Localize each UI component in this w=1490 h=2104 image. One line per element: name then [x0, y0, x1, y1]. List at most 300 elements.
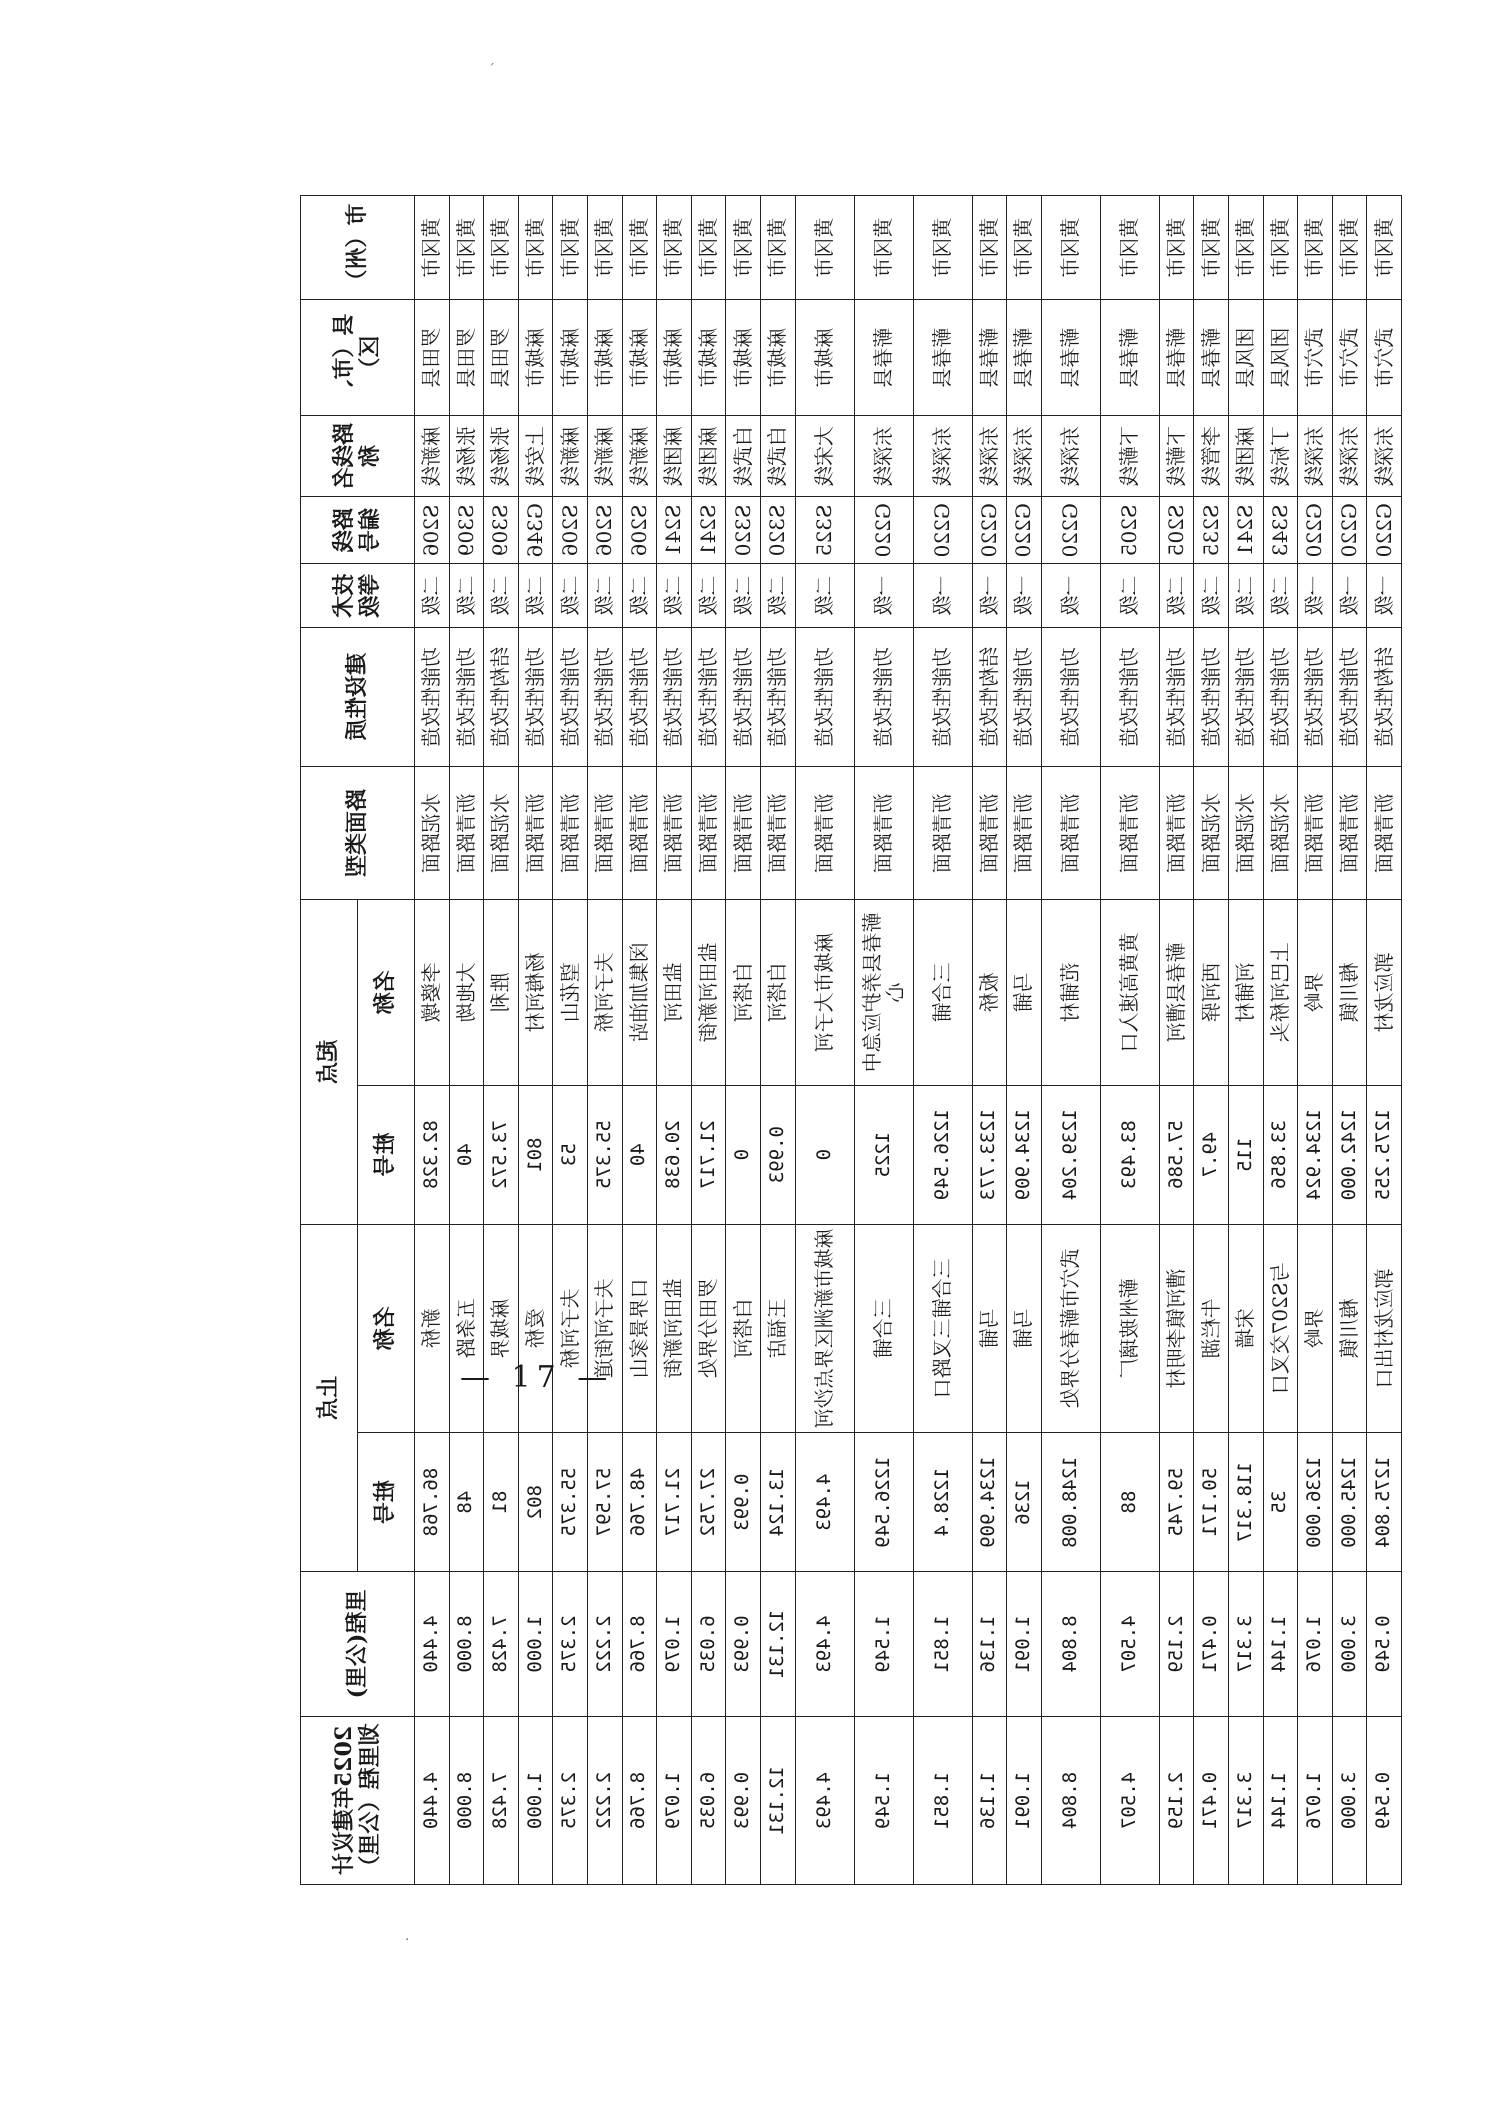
cell-route-code: G220 [1367, 497, 1402, 564]
cell-start-name: 盐田河 [657, 900, 692, 1085]
cell-route-name: 东深线 [913, 416, 972, 497]
cell-plan-2025: 3.317 [1228, 1716, 1263, 1884]
cell-start-name: 胜利 [484, 900, 519, 1085]
cell-route-code: S343 [1263, 497, 1298, 564]
cell-plan-2025: 8.000 [449, 1716, 484, 1884]
cell-end-name: 界岭 [1298, 1224, 1333, 1433]
cell-end-name: 新桥 [415, 1224, 450, 1433]
cell-end-name: 麻城市新洲区界点沙河 [795, 1224, 854, 1433]
cell-route-name: 丁标线 [1263, 416, 1298, 497]
cell-city: 黄冈市 [415, 196, 450, 300]
cell-start-name: 板桥 [972, 900, 1007, 1085]
cell-plan-2025: 2.159 [1159, 1716, 1194, 1884]
table-row [1298, 196, 1333, 1885]
cell-mileage: 1.000 [518, 1572, 553, 1717]
cell-start-name: 闵集加油站 [622, 900, 657, 1085]
cell-pavement: 沥青路面 [553, 767, 588, 900]
cell-construction: 结构性改造 [1367, 628, 1402, 767]
cell-plan-2025: 8.766 [622, 1716, 657, 1884]
cell-start-stake: 1226.549 [913, 1085, 972, 1224]
cell-tech-grade: 一级 [913, 564, 972, 628]
cell-city: 黄冈市 [1228, 196, 1263, 300]
cell-pavement: 沥青路面 [760, 767, 795, 900]
cell-plan-2025: 6.035 [691, 1716, 726, 1884]
cell-tech-grade: 一级 [1332, 564, 1367, 628]
cell-end-stake: 81 [484, 1433, 519, 1572]
cell-route-code: S309 [449, 497, 484, 564]
header-pavement: 路面类型 [301, 767, 415, 900]
cell-end-stake: 88 [1100, 1433, 1159, 1572]
cell-pavement: 水泥路面 [415, 767, 450, 900]
cell-tech-grade: 二级 [449, 564, 484, 628]
table-row [1041, 196, 1100, 1885]
cell-start-name: 大地坳 [449, 900, 484, 1085]
cell-start-name: 蕲春县漕河 [1159, 900, 1194, 1085]
cell-tech-grade: 二级 [1228, 564, 1263, 628]
cell-tech-grade: 二级 [1159, 564, 1194, 628]
cell-county: 蕲春县 [1194, 300, 1229, 416]
header-route-name: 路线名称 [301, 416, 415, 497]
cell-plan-2025: 0.471 [1194, 1716, 1229, 1884]
cell-mileage: 1.549 [854, 1572, 913, 1717]
cell-pavement: 沥青路面 [854, 767, 913, 900]
cell-city: 黄冈市 [1332, 196, 1367, 300]
cell-end-stake: 27.752 [691, 1433, 726, 1572]
header-start-stake: 桩号 [358, 1085, 415, 1224]
cell-end-name: 五条路 [449, 1224, 484, 1433]
cell-construction: 功能性改造 [553, 628, 588, 767]
table-row [1263, 196, 1298, 1885]
cell-mileage: 3.000 [1332, 1572, 1367, 1717]
cell-start-name: 界岭 [1298, 900, 1333, 1085]
cell-city: 黄冈市 [760, 196, 795, 300]
cell-route-code: S206 [622, 497, 657, 564]
cell-construction: 功能性改造 [913, 628, 972, 767]
cell-tech-grade: 二级 [622, 564, 657, 628]
cell-plan-2025: 4.440 [415, 1716, 450, 1884]
cell-pavement: 沥青路面 [1100, 767, 1159, 900]
cell-route-code: G220 [1007, 497, 1042, 564]
cell-route-name: 张杨线 [484, 416, 519, 497]
cell-plan-2025: 4.493 [795, 1716, 854, 1884]
cell-city: 黄冈市 [622, 196, 657, 300]
cell-pavement: 水泥路面 [1263, 767, 1298, 900]
cell-plan-2025: 1.549 [854, 1716, 913, 1884]
cell-mileage: 3.317 [1228, 1572, 1263, 1717]
cell-mileage: 0.993 [726, 1572, 761, 1717]
cell-plan-2025: 1.091 [1007, 1716, 1042, 1884]
cell-end-name: 口界景家山 [622, 1224, 657, 1433]
cell-end-stake: 1248.008 [1041, 1433, 1100, 1572]
cell-start-stake: 1225 [854, 1085, 913, 1224]
cell-end-stake: 1245.000 [1332, 1433, 1367, 1572]
cell-county: 蕲春县 [854, 300, 913, 416]
cell-pavement: 沥青路面 [1159, 767, 1194, 900]
cell-end-stake: 1236.000 [1298, 1433, 1333, 1572]
cell-end-stake: 1226.549 [854, 1433, 913, 1572]
cell-route-code: S205 [1159, 497, 1194, 564]
cell-end-stake: 13.124 [760, 1433, 795, 1572]
cell-mileage: 2.222 [587, 1572, 622, 1717]
cell-end-name: 夫子河桥 [553, 1224, 588, 1433]
cell-mileage: 1.076 [1298, 1572, 1333, 1717]
cell-end-stake: 59.745 [1159, 1433, 1194, 1572]
cell-pavement: 沥青路面 [1367, 767, 1402, 900]
cell-route-name: 东深线 [1367, 416, 1402, 497]
cell-route-name: 东深线 [972, 416, 1007, 497]
cell-city: 黄冈市 [518, 196, 553, 300]
cell-route-name: 大宋线 [795, 416, 854, 497]
cell-route-code: G346 [518, 497, 553, 564]
cell-route-code: G220 [913, 497, 972, 564]
cell-start-stake: 21.717 [691, 1085, 726, 1224]
table-row [587, 196, 622, 1885]
header-end-name: 名称 [358, 1224, 415, 1433]
cell-mileage: 4.440 [415, 1572, 450, 1717]
cell-start-stake: 1234.909 [1007, 1085, 1042, 1224]
table-body [415, 196, 1402, 1885]
cell-mileage: 6.035 [691, 1572, 726, 1717]
cell-end-stake: 35 [1263, 1433, 1298, 1572]
table-row [484, 196, 519, 1885]
cell-pavement: 水泥路面 [1194, 767, 1229, 900]
cell-pavement: 沥青路面 [1298, 767, 1333, 900]
table-row [1100, 196, 1159, 1885]
cell-start-stake: 0 [795, 1085, 854, 1224]
cell-route-code: G220 [1332, 497, 1367, 564]
cell-end-name: 马铺 [972, 1224, 1007, 1433]
cell-tech-grade: 一级 [854, 564, 913, 628]
cell-plan-2025: 4.507 [1100, 1716, 1159, 1884]
cell-city: 黄冈市 [1194, 196, 1229, 300]
cell-tech-grade: 二级 [795, 564, 854, 628]
cell-city: 黄冈市 [587, 196, 622, 300]
cell-tech-grade: 二级 [691, 564, 726, 628]
cell-route-name: 东深线 [1298, 416, 1333, 497]
cell-end-name: 宋墙 [1228, 1224, 1263, 1433]
cell-route-code: S235 [1194, 497, 1229, 564]
cell-city: 黄冈市 [972, 196, 1007, 300]
table-row [972, 196, 1007, 1885]
cell-end-stake: 118.317 [1228, 1433, 1263, 1572]
cell-route-name: 麻新线 [415, 416, 450, 497]
cell-mileage: 2.375 [553, 1572, 588, 1717]
cell-start-stake: 40 [622, 1085, 657, 1224]
cell-construction: 结构性改造 [484, 628, 519, 767]
cell-end-name: 罗田分界处 [691, 1224, 726, 1433]
cell-end-name: 漕河镇李明村 [1159, 1224, 1194, 1433]
header-start-group: 起点 [301, 900, 358, 1224]
cell-end-name: 与S207交叉口 [1263, 1224, 1298, 1433]
table-row [795, 196, 854, 1885]
cell-county: 武穴市 [1367, 300, 1402, 416]
cell-start-name: 三合铺 [913, 900, 972, 1085]
cell-start-stake: 1233.773 [972, 1085, 1007, 1224]
cell-start-name: 梅川镇 [1332, 900, 1367, 1085]
cell-pavement: 水泥路面 [484, 767, 519, 900]
cell-city: 黄冈市 [1041, 196, 1100, 300]
cell-construction: 功能性改造 [622, 628, 657, 767]
header-plan-2025: 2025年建议计划里程（公里） [301, 1716, 415, 1884]
cell-city: 黄冈市 [1100, 196, 1159, 300]
cell-route-code: S206 [587, 497, 622, 564]
header-start-name: 名称 [358, 900, 415, 1085]
cell-city: 黄冈市 [854, 196, 913, 300]
cell-route-name: 白武线 [726, 416, 761, 497]
cell-county: 蕲春县 [972, 300, 1007, 416]
cell-start-name: 上巴河桥头 [1263, 900, 1298, 1085]
cell-city: 黄冈市 [553, 196, 588, 300]
table-row [518, 196, 553, 1885]
cell-pavement: 沥青路面 [518, 767, 553, 900]
cell-route-name: 上安线 [518, 416, 553, 497]
cell-construction: 功能性改造 [415, 628, 450, 767]
cell-city: 黄冈市 [913, 196, 972, 300]
cell-end-stake: 1275.804 [1367, 1433, 1402, 1572]
table-row [553, 196, 588, 1885]
cell-city: 黄冈市 [484, 196, 519, 300]
cell-city: 黄冈市 [657, 196, 692, 300]
cell-start-stake: 49.7 [1194, 1085, 1229, 1224]
cell-construction: 功能性改造 [1041, 628, 1100, 767]
cell-plan-2025: 3.000 [1332, 1716, 1367, 1884]
cell-city: 黄冈市 [1159, 196, 1194, 300]
cell-start-stake: 82.328 [415, 1085, 450, 1224]
cell-route-name: 麻新线 [553, 416, 588, 497]
cell-route-code: G220 [972, 497, 1007, 564]
cell-tech-grade: 二级 [1194, 564, 1229, 628]
cell-plan-2025: 1.079 [657, 1716, 692, 1884]
cell-start-name: 麻城市大子河 [795, 900, 854, 1085]
cell-county: 麻城市 [795, 300, 854, 416]
cell-start-stake: 0.993 [760, 1085, 795, 1224]
cell-start-name: 白塔河 [726, 900, 761, 1085]
cell-start-stake: 55.375 [587, 1085, 622, 1224]
cell-pavement: 沥青路面 [726, 767, 761, 900]
cell-start-stake: 1234.924 [1298, 1085, 1333, 1224]
cell-end-name: 蕲州玻璃厂 [1100, 1224, 1159, 1433]
cell-mileage: 0.471 [1194, 1572, 1229, 1717]
cell-end-name: 牛栏湖 [1194, 1224, 1229, 1433]
cell-pavement: 沥青路面 [622, 767, 657, 900]
cell-plan-2025: 0.549 [1367, 1716, 1402, 1884]
cell-start-name: 西河驿 [1194, 900, 1229, 1085]
cell-tech-grade: 二级 [1100, 564, 1159, 628]
cell-start-name: 马铺 [1007, 900, 1042, 1085]
cell-construction: 功能性改造 [1159, 628, 1194, 767]
cell-end-name: 盐田河新街 [657, 1224, 692, 1433]
cell-route-code: S241 [691, 497, 726, 564]
cell-route-name: 麻团线 [657, 416, 692, 497]
cell-start-stake: 53 [553, 1085, 588, 1224]
cell-route-code: S205 [1100, 497, 1159, 564]
scan-speck: · [405, 1932, 410, 1948]
cell-mileage: 8.000 [449, 1572, 484, 1717]
table-row [622, 196, 657, 1885]
cell-end-name: 三合铺三叉路口 [913, 1224, 972, 1433]
cell-end-stake: 1234.909 [972, 1433, 1007, 1572]
cell-route-code: S206 [415, 497, 450, 564]
cell-route-code: S241 [1228, 497, 1263, 564]
cell-start-name: 郭应龙村 [1367, 900, 1402, 1085]
cell-end-stake: 48 [449, 1433, 484, 1572]
cell-start-stake: 115 [1228, 1085, 1263, 1224]
cell-mileage: 8.804 [1041, 1572, 1100, 1717]
cell-construction: 功能性改造 [726, 628, 761, 767]
cell-route-code: S325 [795, 497, 854, 564]
cell-route-code: G220 [1298, 497, 1333, 564]
cell-county: 团风县 [1228, 300, 1263, 416]
cell-county: 麻城市 [518, 300, 553, 416]
cell-mileage: 1.136 [972, 1572, 1007, 1717]
cell-mileage: 1.091 [1007, 1572, 1042, 1717]
cell-end-name: 三合铺 [854, 1224, 913, 1433]
cell-route-name: 张杨线 [449, 416, 484, 497]
table-row [760, 196, 795, 1885]
cell-route-name: 麻新线 [622, 416, 657, 497]
cell-county: 蕲春县 [1007, 300, 1042, 416]
cell-end-stake: 0.993 [726, 1433, 761, 1572]
cell-tech-grade: 二级 [760, 564, 795, 628]
cell-county: 蕲春县 [1041, 300, 1100, 416]
cell-start-stake: 1242.000 [1332, 1085, 1367, 1224]
cell-tech-grade: 二级 [587, 564, 622, 628]
cell-construction: 功能性改造 [1263, 628, 1298, 767]
cell-route-name: 下蕲线 [1100, 416, 1159, 497]
cell-end-name: 麻城界 [484, 1224, 519, 1433]
cell-city: 黄冈市 [1367, 196, 1402, 300]
header-tech-grade: 技术等级 [301, 564, 415, 628]
cell-construction: 功能性改造 [1194, 628, 1229, 767]
cell-start-stake: 1275.255 [1367, 1085, 1402, 1224]
cell-construction: 功能性改造 [587, 628, 622, 767]
scan-speck: ˊ [488, 62, 495, 78]
cell-construction: 功能性改造 [760, 628, 795, 767]
cell-route-code: G220 [854, 497, 913, 564]
cell-pavement: 沥青路面 [1007, 767, 1042, 900]
cell-route-code: S320 [760, 497, 795, 564]
cell-end-stake: 4.493 [795, 1433, 854, 1572]
cell-county: 蕲春县 [1100, 300, 1159, 416]
cell-start-name: 白塔河 [760, 900, 795, 1085]
cell-start-stake: 57.586 [1159, 1085, 1194, 1224]
cell-end-stake: 57.597 [587, 1433, 622, 1572]
header-mileage: 里程(公里) [301, 1572, 415, 1717]
cell-tech-grade: 一级 [1298, 564, 1333, 628]
cell-city: 黄冈市 [1298, 196, 1333, 300]
cell-end-stake: 1228.4 [913, 1433, 972, 1572]
table-row [1159, 196, 1194, 1885]
cell-county: 罗田县 [415, 300, 450, 416]
cell-start-name: 夫子河桥 [587, 900, 622, 1085]
cell-mileage: 1.851 [913, 1572, 972, 1717]
cell-start-name: 蕲春县养护应急中心 [854, 900, 913, 1085]
cell-start-name: 杨梅河村 [518, 900, 553, 1085]
page-number: — 17 — [460, 1360, 614, 1395]
cell-end-stake: 50.171 [1194, 1433, 1229, 1572]
cell-route-name: 李管线 [1194, 416, 1229, 497]
cell-plan-2025: 1.000 [518, 1716, 553, 1884]
cell-end-stake: 55.375 [553, 1433, 588, 1572]
header-end-group: 止点 [301, 1224, 358, 1572]
cell-pavement: 沥青路面 [1332, 767, 1367, 900]
cell-route-name: 麻团线 [691, 416, 726, 497]
header-construction: 建设性质 [301, 628, 415, 767]
cell-tech-grade: 二级 [657, 564, 692, 628]
cell-construction: 功能性改造 [449, 628, 484, 767]
cell-mileage: 0.549 [1367, 1572, 1402, 1717]
cell-county: 罗田县 [484, 300, 519, 416]
cell-end-stake: 86.768 [415, 1433, 450, 1572]
table-row [691, 196, 726, 1885]
cell-tech-grade: 二级 [415, 564, 450, 628]
cell-city: 黄冈市 [795, 196, 854, 300]
cell-start-name: 望花山 [553, 900, 588, 1085]
cell-start-stake: 20.638 [657, 1085, 692, 1224]
cell-county: 麻城市 [726, 300, 761, 416]
cell-county: 蕲春县 [1159, 300, 1194, 416]
cell-route-code: G220 [1041, 497, 1100, 564]
cell-county: 武穴市 [1298, 300, 1333, 416]
cell-construction: 功能性改造 [691, 628, 726, 767]
cell-mileage: 7.428 [484, 1572, 519, 1717]
cell-start-stake: 801 [518, 1085, 553, 1224]
cell-construction: 功能性改造 [1007, 628, 1042, 767]
table-row [449, 196, 484, 1885]
cell-route-name: 东深线 [1007, 416, 1042, 497]
table-row [854, 196, 913, 1885]
table-row [913, 196, 972, 1885]
cell-route-code: S241 [657, 497, 692, 564]
cell-construction: 功能性改造 [657, 628, 692, 767]
cell-start-name: 河铺村 [1228, 900, 1263, 1085]
table-row [415, 196, 450, 1885]
table-row [1007, 196, 1042, 1885]
cell-start-stake: 83.493 [1100, 1085, 1159, 1224]
cell-county: 蕲春县 [913, 300, 972, 416]
cell-start-name: 范铺村 [1041, 900, 1100, 1085]
cell-pavement: 沥青路面 [691, 767, 726, 900]
cell-construction: 功能性改造 [854, 628, 913, 767]
header-city: 市（州） [301, 196, 415, 300]
cell-pavement: 沥青路面 [657, 767, 692, 900]
cell-end-name: 王福店 [760, 1224, 795, 1433]
cell-tech-grade: 二级 [726, 564, 761, 628]
cell-tech-grade: 一级 [1367, 564, 1402, 628]
cell-route-name: 麻团线 [1228, 416, 1263, 497]
cell-county: 麻城市 [691, 300, 726, 416]
header-county: 县（市、区） [301, 300, 415, 416]
cell-start-stake: 40 [449, 1085, 484, 1224]
cell-mileage: 4.493 [795, 1572, 854, 1717]
cell-county: 团风县 [1263, 300, 1298, 416]
cell-construction: 功能性改造 [1228, 628, 1263, 767]
cell-end-name: 夫子河街道 [587, 1224, 622, 1433]
cell-start-stake: 73.572 [484, 1085, 519, 1224]
road-plan-table [300, 195, 1402, 1885]
cell-end-name: 武穴市蕲春分界处 [1041, 1224, 1100, 1433]
cell-plan-2025: 2.375 [553, 1716, 588, 1884]
cell-plan-2025: 8.804 [1041, 1716, 1100, 1884]
table-row [1228, 196, 1263, 1885]
cell-construction: 功能性改造 [1332, 628, 1367, 767]
cell-tech-grade: 一级 [1041, 564, 1100, 628]
cell-end-name: 白塔河 [726, 1224, 761, 1433]
header-end-stake: 桩号 [358, 1433, 415, 1572]
cell-end-name: 梅川镇 [1332, 1224, 1367, 1433]
cell-county: 麻城市 [587, 300, 622, 416]
cell-end-name: 郭应龙村出口 [1367, 1224, 1402, 1433]
